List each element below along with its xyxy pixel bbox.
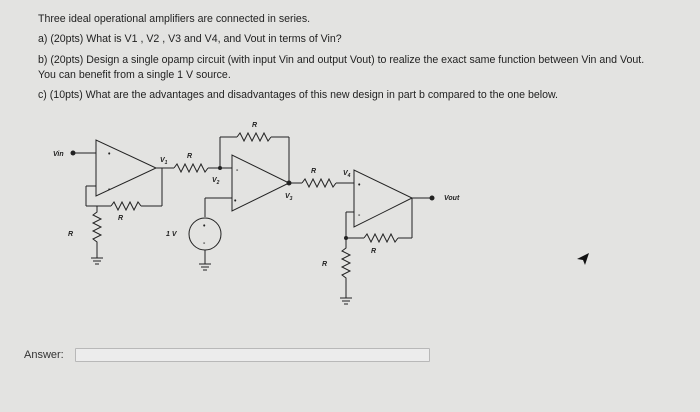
svg-text:•: • [203, 223, 206, 230]
svg-text:•: • [234, 198, 237, 205]
label-vin: Vin [53, 151, 64, 158]
resistor-feedback-1 [111, 202, 141, 210]
resistor-feedback-3 [364, 234, 398, 242]
label-r-feedback-3: R [371, 248, 377, 255]
label-v1: $V_1$ [160, 157, 168, 166]
mouse-pointer-icon [576, 252, 590, 266]
svg-text:-: - [108, 186, 111, 193]
label-source: 1 V [166, 231, 177, 238]
label-v4: $V_4$ [343, 170, 351, 179]
question-part-b-line2: You can benefit from a single 1 V source. [38, 69, 231, 82]
label-v3: $V_3$ [285, 193, 293, 202]
question-part-b-line1: b) (20pts) Design a single opamp circuit (with input Vin and output Vout) to realize the exact same function between Vin and Vout. [38, 53, 645, 66]
opamp-3 [354, 170, 412, 227]
question-part-a: a) (20pts) What is V1 , V2 , V3 and V4, and Vout in terms of Vin? [38, 33, 342, 46]
resistor-series-3 [302, 179, 336, 187]
question-part-c: c) (10pts) What are the advantages and disadvantages of this new design in part b compared to the one below. [38, 89, 559, 102]
label-r-series-3: R [311, 168, 317, 175]
svg-text:•: • [358, 182, 361, 189]
svg-text:-: - [358, 212, 361, 219]
label-r-series-1: R [187, 153, 193, 160]
opamp-1 [96, 140, 156, 196]
label-r-ground-1: R [68, 231, 74, 238]
resistor-ground-3 [342, 238, 350, 288]
resistor-feedback-top [237, 133, 271, 141]
label-vout: Vout [444, 195, 460, 202]
circuit-diagram [0, 108, 700, 308]
label-v2: $V_2$ [212, 177, 220, 186]
svg-text:-: - [203, 240, 206, 247]
answer-input[interactable] [75, 348, 430, 362]
label-r-feedback-1: R [118, 215, 124, 222]
label-r-feedback-top: R [252, 122, 258, 129]
svg-text:-: - [236, 167, 239, 174]
resistor-series-1 [174, 164, 208, 172]
label-r-ground-3: R [322, 261, 328, 268]
opamp-2 [232, 155, 289, 211]
resistor-ground-1 [93, 206, 101, 248]
question-intro: Three ideal operational amplifiers are connected in series. [38, 13, 311, 25]
svg-text:•: • [108, 151, 111, 158]
question-text [38, 12, 693, 109]
answer-label: Answer: [24, 349, 64, 361]
